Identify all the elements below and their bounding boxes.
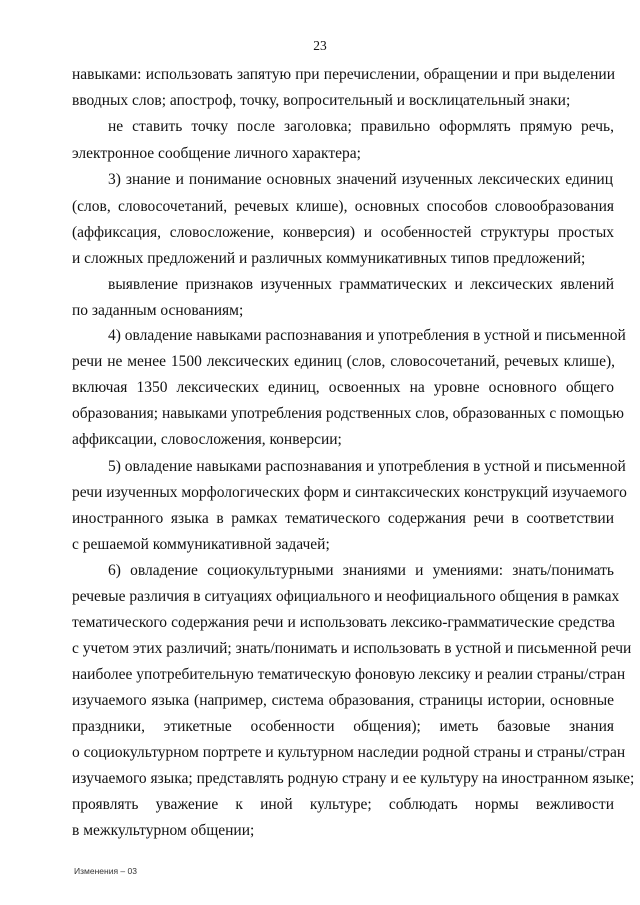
text-line: 6) овладение социокультурными знаниями и умениями: знать/понимать [108, 562, 614, 579]
text-line: иностранного языка в рамках тематического содержания речи в соответствии [72, 510, 614, 527]
text-line: наиболее употребительную тематическую фоновую лексику и реалии страны/стран [72, 666, 626, 683]
page-number: 23 [313, 38, 327, 53]
footer-revision-note: Изменения – 03 [74, 866, 137, 876]
text-line: 4) овладение навыками распознавания и употребления в устной и письменной [108, 327, 626, 344]
text-line: не ставить точку после заголовка; правильно оформлять прямую речь, [108, 118, 614, 135]
text-line: электронное сообщение личного характера; [72, 145, 361, 162]
text-line: по заданным основаниям; [72, 302, 244, 319]
text-line: о социокультурном портрете и культурном наследии родной страны и страны/стран [72, 744, 626, 761]
text-line: аффиксации, словосложения, конверсии; [72, 431, 342, 448]
text-line: изучаемого языка (например, система образования, страницы истории, основные [72, 692, 614, 709]
text-line: речевые различия в ситуациях официального и неофициального общения в рамках [72, 588, 620, 605]
text-line: (слов, словосочетаний, речевых клише), основных способов словообразования [72, 198, 614, 215]
text-line: навыками: использовать запятую при перечислении, обращении и при выделении [72, 66, 615, 83]
text-line: с решаемой коммуникативной задачей; [72, 536, 330, 553]
text-line: и сложных предложений и различных коммуникативных типов предложений; [72, 250, 586, 267]
text-line: тематического содержания речи и использовать лексико-грамматические средства [72, 614, 615, 631]
text-line: (аффиксация, словосложение, конверсия) и особенностей структуры простых [72, 224, 614, 241]
text-line: в межкультурном общении; [72, 822, 255, 839]
text-line: выявление признаков изученных грамматических и лексических явлений [108, 276, 614, 293]
text-line: изучаемого языка; представлять родную страну и ее культуру на иностранном языке; [72, 770, 635, 787]
text-line: включая 1350 лексических единиц, освоенных на уровне основного общего [72, 379, 614, 396]
text-line: речи не менее 1500 лексических единиц (слов, словосочетаний, речевых клише), [72, 353, 615, 370]
text-line: с учетом этих различий; знать/понимать и использовать в устной и письменной речи [72, 640, 632, 657]
text-line: речи изученных морфологических форм и синтаксических конструкций изучаемого [72, 484, 627, 501]
text-line: 3) знание и понимание основных значений изученных лексических единиц [108, 171, 613, 188]
text-line: вводных слов; апостроф, точку, вопросительный и восклицательный знаки; [72, 92, 571, 109]
text-line: 5) овладение навыками распознавания и употребления в устной и письменной [108, 458, 626, 475]
text-line: образования; навыками употребления родственных слов, образованных с помощью [72, 405, 624, 422]
text-line: праздники, этикетные особенности общения); иметь базовые знания [72, 718, 614, 735]
text-line: проявлять уважение к иной культуре; соблюдать нормы вежливости [72, 796, 614, 813]
